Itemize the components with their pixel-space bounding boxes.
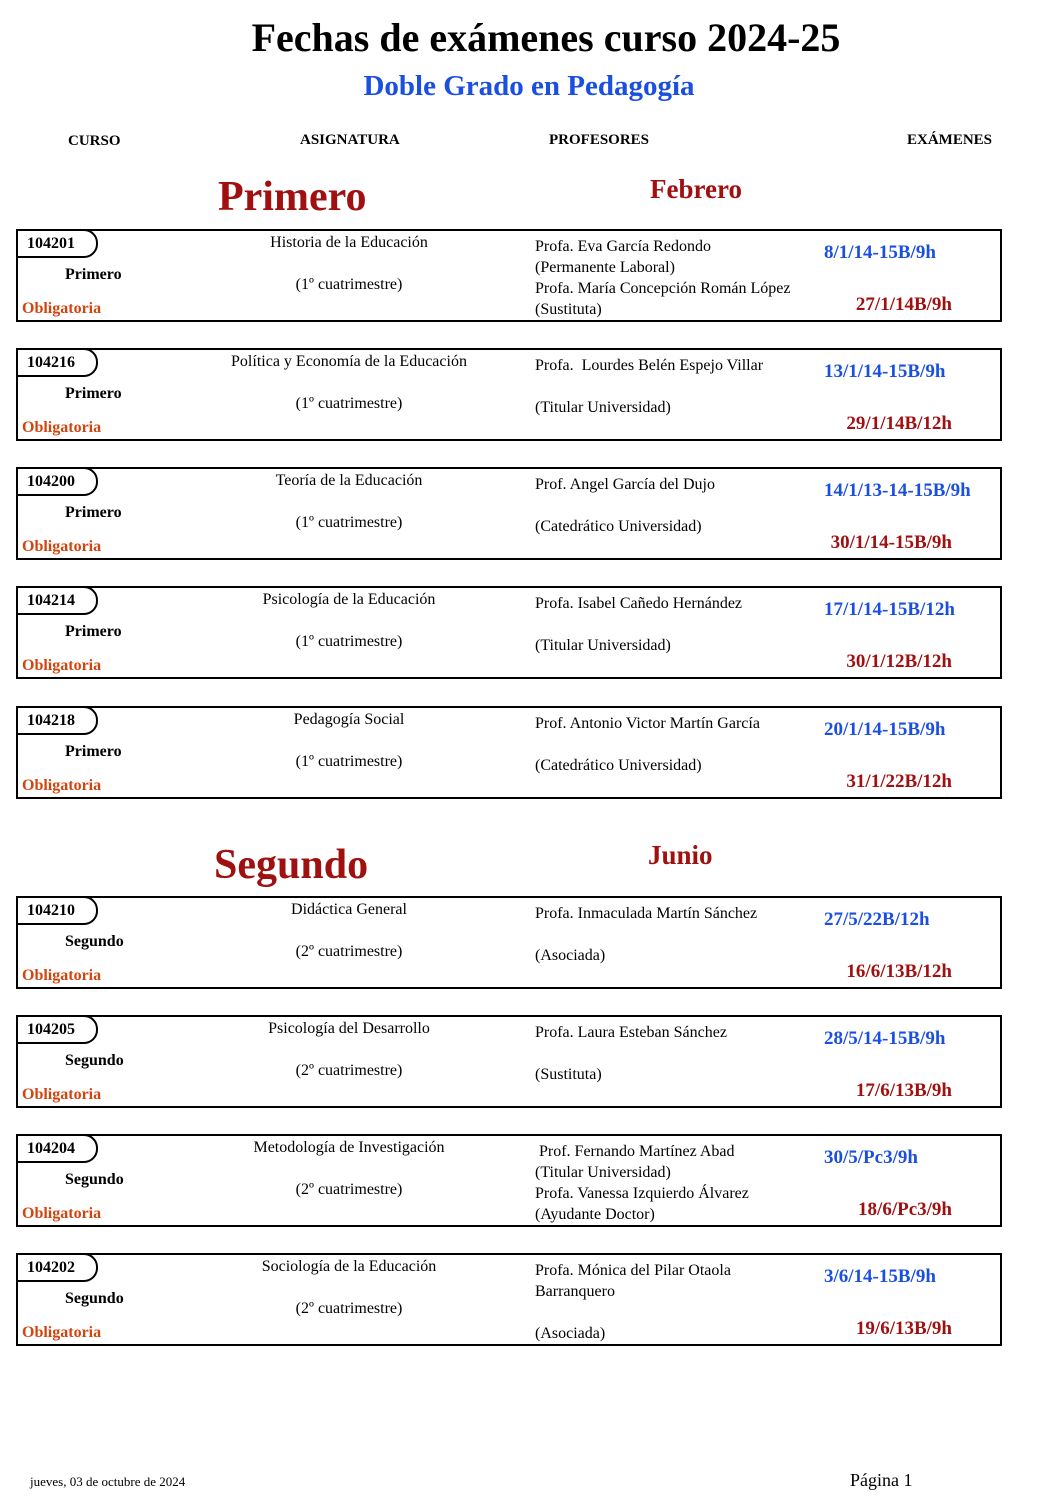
subject-term: (1º cuatrimestre) [295, 395, 403, 412]
professor-line: (Asociada) [535, 947, 606, 964]
professors-block [535, 1260, 835, 1344]
professor-line: (Catedrático Universidad) [535, 757, 702, 774]
professor-line [535, 924, 835, 945]
professor-line: Profa. Eva García Redondo [535, 238, 711, 255]
section-title: Segundo [214, 842, 369, 888]
subject-card [16, 586, 1002, 679]
professor-line: Profa. Mónica del Pilar Otaola [535, 1262, 731, 1279]
exam-date-second: 27/1/14B/9h [855, 294, 952, 315]
exam-date-first: 30/5/Pc3/9h [824, 1147, 918, 1168]
subject-term: (2º cuatrimestre) [295, 1181, 403, 1198]
subject-card [16, 896, 1002, 989]
exam-date-second: 19/6/13B/9h [855, 1318, 952, 1339]
subject-term: (2º cuatrimestre) [295, 1300, 403, 1317]
course-level: Primero [65, 743, 122, 760]
section-title: Primero [218, 174, 367, 220]
page-subtitle: Doble Grado en Pedagogía [363, 70, 695, 102]
course-level: Segundo [65, 1171, 124, 1188]
course-level: Primero [65, 266, 122, 283]
period-title: Febrero [650, 174, 742, 204]
subject-term: (1º cuatrimestre) [295, 633, 403, 650]
exam-date-first: 20/1/14-15B/9h [824, 719, 946, 740]
professor-line [535, 495, 835, 516]
exam-date-second: 18/6/Pc3/9h [858, 1199, 952, 1220]
page-number: Página 1 [850, 1470, 913, 1490]
subject-type: Obligatoria [22, 1086, 102, 1103]
period-title: Junio [648, 840, 713, 870]
subject-term: (2º cuatrimestre) [295, 943, 403, 960]
exam-date-second: 30/1/12B/12h [846, 651, 952, 672]
subject-code: 104204 [16, 1134, 98, 1163]
subject-name: Didáctica General [291, 901, 407, 918]
subject-code: 104200 [16, 467, 98, 496]
course-level: Segundo [65, 933, 124, 950]
course-level: Primero [65, 623, 122, 640]
professor-line [535, 734, 835, 755]
professors-block [535, 236, 835, 320]
subject-card [16, 1253, 1002, 1346]
column-header-curso: CURSO [68, 133, 121, 149]
professor-line [535, 1302, 835, 1323]
professor-line: (Ayudante Doctor) [535, 1206, 655, 1223]
professor-line: Profa. Laura Esteban Sánchez [535, 1024, 727, 1041]
exam-date-second: 30/1/14-15B/9h [830, 532, 952, 553]
subject-name: Sociología de la Educación [261, 1258, 437, 1275]
exam-date-second: 16/6/13B/12h [846, 961, 952, 982]
subject-name: Metodología de Investigación [253, 1139, 445, 1156]
column-header-asignatura: ASIGNATURA [300, 132, 400, 148]
exam-date-first: 17/1/14-15B/12h [824, 599, 955, 620]
subject-type: Obligatoria [22, 419, 102, 436]
professor-line: Barranquero [535, 1283, 615, 1300]
professor-line: Profa. Inmaculada Martín Sánchez [535, 905, 758, 922]
professor-line [535, 1043, 835, 1064]
subject-card [16, 229, 1002, 322]
subject-name: Política y Economía de la Educación [231, 353, 467, 370]
professor-line: Prof. Antonio Victor Martín García [535, 715, 760, 732]
professor-line [535, 376, 835, 397]
subject-type: Obligatoria [22, 300, 102, 317]
exam-date-second: 31/1/22B/12h [846, 771, 952, 792]
course-level: Primero [65, 504, 122, 521]
professor-line: Profa. Lourdes Belén Espejo Villar [535, 357, 764, 374]
subject-code: 104218 [16, 706, 98, 735]
exam-date-first: 13/1/14-15B/9h [824, 361, 946, 382]
subject-code: 104205 [16, 1015, 98, 1044]
professor-line: Prof. Angel García del Dujo [535, 476, 715, 493]
professor-line: (Sustituta) [535, 1066, 602, 1083]
subject-name: Teoría de la Educación [275, 472, 423, 489]
course-level: Primero [65, 385, 122, 402]
subject-term: (1º cuatrimestre) [295, 276, 403, 293]
subject-card [16, 1015, 1002, 1108]
professor-line: (Asociada) [535, 1325, 606, 1342]
subject-term: (1º cuatrimestre) [295, 514, 403, 531]
professors-block [535, 903, 835, 966]
professor-line: Profa. Vanessa Izquierdo Álvarez [535, 1185, 749, 1202]
professor-line: (Titular Universidad) [535, 637, 671, 654]
professors-block [535, 1141, 835, 1225]
subject-term: (2º cuatrimestre) [295, 1062, 403, 1079]
course-level: Segundo [65, 1052, 124, 1069]
subject-type: Obligatoria [22, 538, 102, 555]
professor-line: Prof. Fernando Martínez Abad [535, 1143, 735, 1160]
page-title: Fechas de exámenes curso 2024-25 [251, 15, 841, 60]
professor-line: (Titular Universidad) [535, 1164, 671, 1181]
subject-name: Pedagogía Social [293, 711, 405, 728]
subject-name: Psicología del Desarrollo [268, 1020, 430, 1037]
exam-date-second: 17/6/13B/9h [855, 1080, 952, 1101]
subject-card [16, 348, 1002, 441]
subject-code: 104202 [16, 1253, 98, 1282]
exam-date-first: 27/5/22B/12h [824, 909, 930, 930]
subject-type: Obligatoria [22, 1324, 102, 1341]
subject-type: Obligatoria [22, 967, 102, 984]
footer-date: jueves, 03 de octubre de 2024 [30, 1474, 186, 1489]
subject-type: Obligatoria [22, 657, 102, 674]
exam-date-first: 8/1/14-15B/9h [824, 242, 936, 263]
exam-date-first: 3/6/14-15B/9h [824, 1266, 936, 1287]
professor-line: (Catedrático Universidad) [535, 518, 702, 535]
subject-card [16, 706, 1002, 799]
professor-line: (Permanente Laboral) [535, 259, 675, 276]
professors-block [535, 593, 835, 656]
exam-date-first: 28/5/14-15B/9h [824, 1028, 946, 1049]
subject-type: Obligatoria [22, 1205, 102, 1222]
professor-line: (Sustituta) [535, 301, 602, 318]
professors-block [535, 1022, 835, 1085]
exam-date-first: 14/1/13-14-15B/9h [824, 480, 971, 501]
column-header-examenes: EXÁMENES [907, 132, 993, 148]
column-header-profesores: PROFESORES [549, 132, 650, 148]
subject-code: 104201 [16, 229, 98, 258]
subject-code: 104214 [16, 586, 98, 615]
professor-line [535, 614, 835, 635]
subject-name: Psicología de la Educación [262, 591, 436, 608]
exam-date-second: 29/1/14B/12h [846, 413, 952, 434]
professors-block [535, 355, 835, 418]
professor-line: (Titular Universidad) [535, 399, 671, 416]
subject-code: 104210 [16, 896, 98, 925]
professors-block [535, 474, 835, 537]
subject-term: (1º cuatrimestre) [295, 753, 403, 770]
subject-type: Obligatoria [22, 777, 102, 794]
subject-name: Historia de la Educación [270, 234, 428, 251]
professor-line: Profa. Isabel Cañedo Hernández [535, 595, 743, 612]
subject-card [16, 467, 1002, 560]
subject-card [16, 1134, 1002, 1227]
professors-block [535, 713, 835, 776]
subject-code: 104216 [16, 348, 98, 377]
course-level: Segundo [65, 1290, 124, 1307]
professor-line: Profa. María Concepción Román López [535, 280, 791, 297]
